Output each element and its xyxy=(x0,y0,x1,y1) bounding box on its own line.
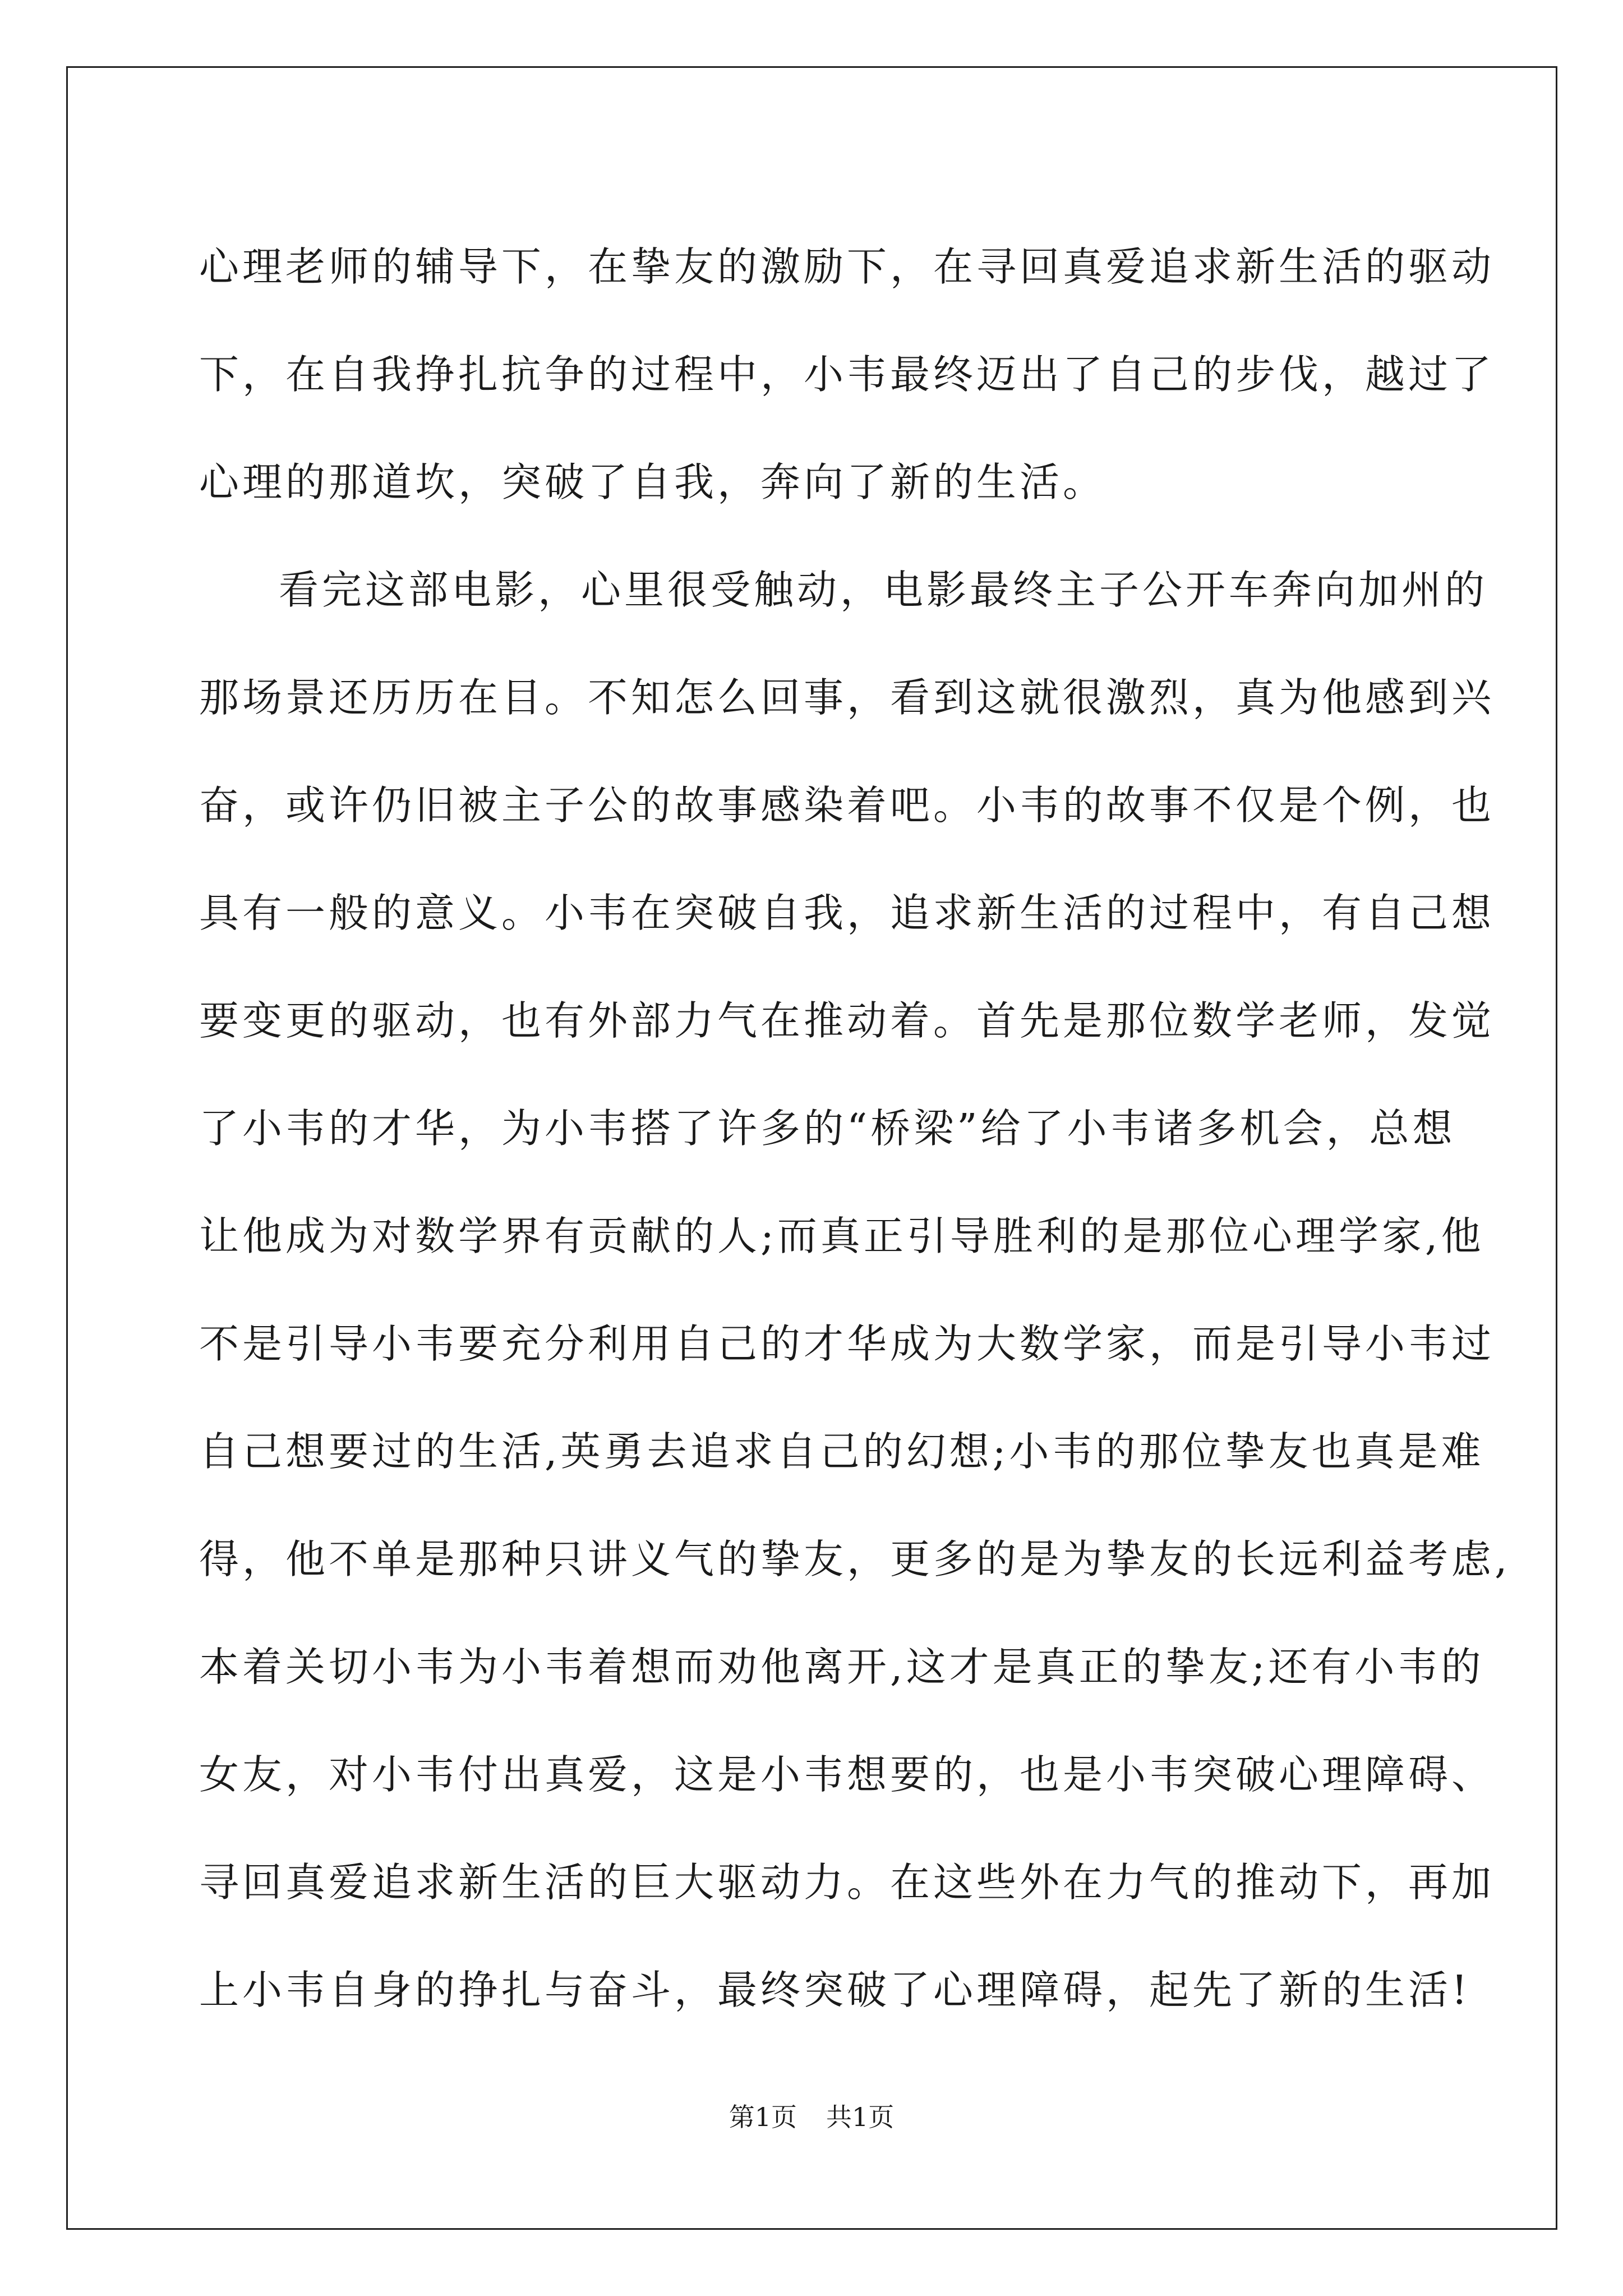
text-line: 让他成为对数学界有贡献的人;而真正引导胜利的是那位心理学家,他 xyxy=(199,1213,1484,1259)
page-number-current: 第1页 xyxy=(728,2102,797,2132)
text-line: 上小韦自身的挣扎与奋斗，最终突破了心理障碍，起先了新的生活! xyxy=(199,1967,1471,2013)
text-line: 寻回真爱追求新生活的巨大驱动力。在这些外在力气的推动下，再加 xyxy=(199,1859,1495,1906)
text-line: 本着关切小韦为小韦着想而劝他离开,这才是真正的挚友;还有小韦的 xyxy=(199,1644,1484,1690)
text-line: 具有一般的意义。小韦在突破自我，追求新生活的过程中，有自己想 xyxy=(199,890,1495,936)
text-line: 了小韦的才华，为小韦搭了许多的“桥梁”给了小韦诸多机会，总想 xyxy=(199,1105,1456,1152)
text-line: 下，在自我挣扎抗争的过程中，小韦最终迈出了自己的步伐，越过了 xyxy=(199,351,1495,398)
document-body xyxy=(199,213,1511,2044)
paragraph-first-line: 看完这部电影，心里很受触动，电影最终主子公开车奔向加州的 xyxy=(279,567,1488,613)
page-number-total: 共1页 xyxy=(826,2102,895,2132)
text-line: 心理的那道坎，突破了自我，奔向了新的生活。 xyxy=(199,459,1106,505)
text-line: 奋，或许仍旧被主子公的故事感染着吧。小韦的故事不仅是个例，也 xyxy=(199,782,1495,829)
text-line: 心理老师的辅导下，在挚友的激励下，在寻回真爱追求新生活的驱动 xyxy=(199,243,1495,290)
text-line: 那场景还历历在目。不知怎么回事，看到这就很激烈，真为他感到兴 xyxy=(199,674,1495,721)
text-line: 不是引导小韦要充分利用自己的才华成为大数学家，而是引导小韦过 xyxy=(199,1320,1495,1367)
text-line: 要变更的驱动，也有外部力气在推动着。首先是那位数学老师，发觉 xyxy=(199,997,1495,1044)
page-footer xyxy=(0,2097,1623,2134)
text-line: 女友，对小韦付出真爱，这是小韦想要的，也是小韦突破心理障碍、 xyxy=(199,1751,1495,1798)
text-line: 自己想要过的生活,英勇去追求自己的幻想;小韦的那位挚友也真是难 xyxy=(199,1428,1484,1475)
text-line: 得，他不单是那种只讲义气的挚友，更多的是为挚友的长远利益考虑, xyxy=(199,1536,1511,1582)
